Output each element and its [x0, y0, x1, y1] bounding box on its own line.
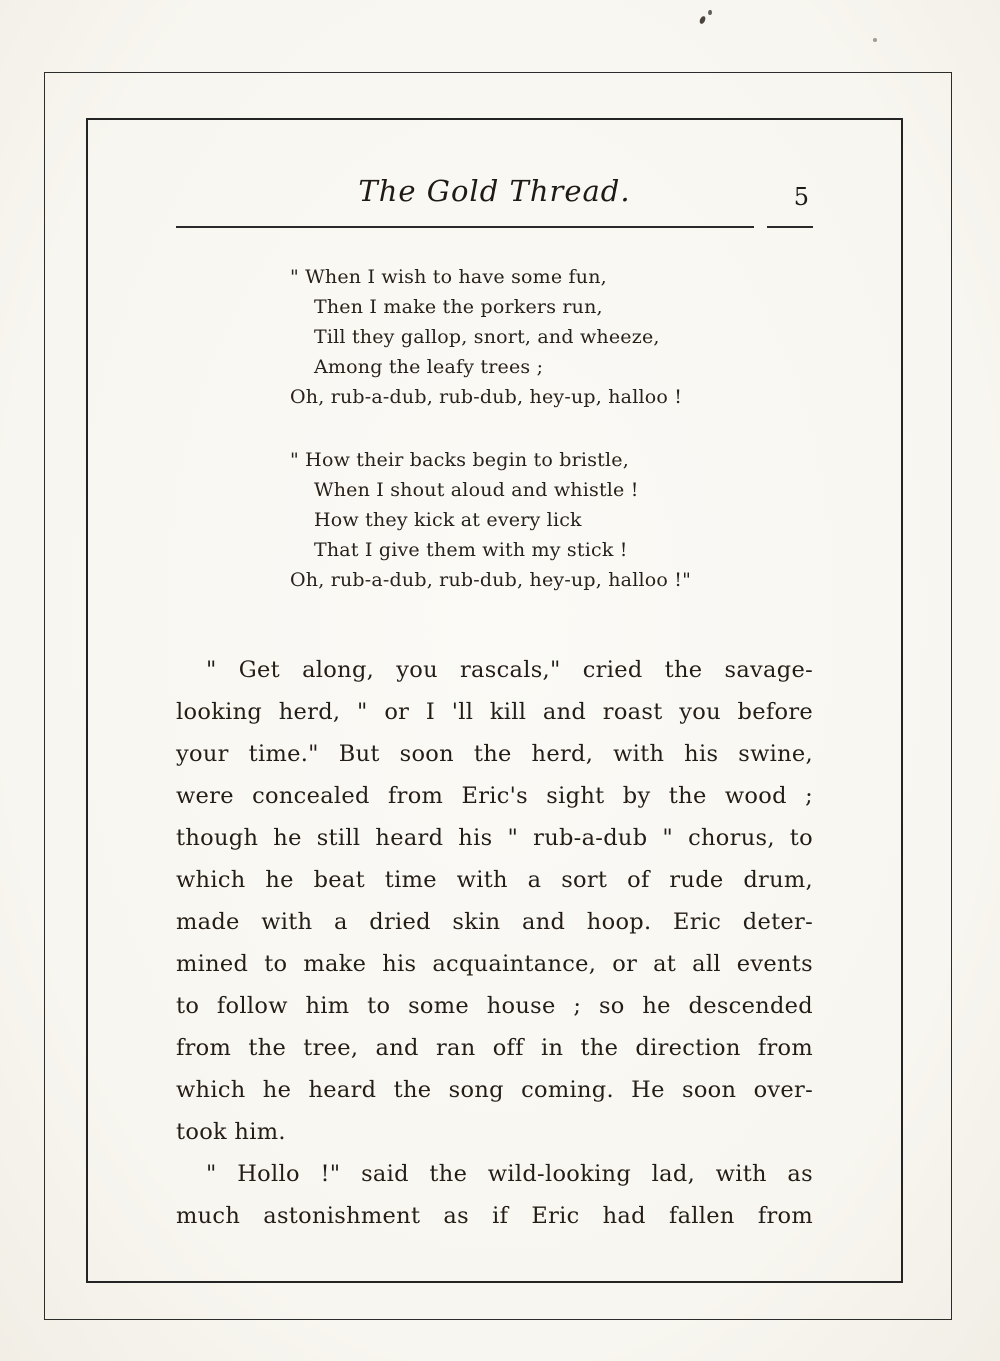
prose-line: took him.	[176, 1119, 286, 1145]
prose-line: to follow him to some house ; so he descended	[176, 993, 813, 1019]
page-header	[176, 174, 813, 218]
prose-line: mined to make his acquaintance, or at all events	[176, 951, 813, 977]
prose-line: which he heard the song coming. He soon over-	[176, 1077, 813, 1103]
prose-line: made with a dried skin and hoop. Eric deter-	[176, 909, 813, 935]
prose-line: much astonishment as if Eric had fallen from	[176, 1203, 813, 1229]
prose-line: though he still heard his " rub-a-dub " chorus, to	[176, 825, 813, 851]
header-rule-short-segment	[767, 226, 813, 228]
verse-line: How they kick at every lick	[314, 509, 582, 531]
prose-line: your time." But soon the herd, with his swine,	[176, 741, 813, 767]
prose-line: " Get along, you rascals," cried the savage-	[206, 657, 813, 683]
prose-line: were concealed from Eric's sight by the wood ;	[176, 783, 813, 809]
verse-line: Oh, rub-a-dub, rub-dub, hey-up, halloo !"	[290, 569, 692, 591]
prose-line: from the tree, and ran off in the direction from	[176, 1035, 813, 1061]
ink-speck	[708, 10, 713, 16]
verse-line: Among the leafy trees ;	[314, 356, 544, 378]
ink-speck	[699, 15, 706, 24]
page-number: 5	[793, 183, 809, 211]
header-rule-long-segment	[176, 226, 754, 228]
prose-block	[176, 649, 813, 1237]
inner-border	[86, 118, 903, 1283]
verse-line: Then I make the porkers run,	[314, 296, 603, 318]
prose-line: looking herd, " or I 'll kill and roast you before	[176, 699, 813, 725]
ink-speck	[873, 38, 877, 42]
verse-line: " When I wish to have some fun,	[290, 266, 607, 288]
prose-line: which he beat time with a sort of rude drum,	[176, 867, 813, 893]
prose-line: " Hollo !" said the wild-looking lad, with as	[206, 1161, 813, 1187]
verse-line: " How their backs begin to bristle,	[290, 449, 629, 471]
running-title: The Gold Thread.	[358, 174, 631, 208]
stanza	[290, 445, 813, 595]
verse-block	[176, 262, 813, 595]
paragraph	[176, 1153, 813, 1237]
verse-line: That I give them with my stick !	[314, 539, 628, 561]
verse-line: Till they gallop, snort, and wheeze,	[314, 326, 660, 348]
paragraph	[176, 649, 813, 1153]
header-rule	[176, 226, 813, 228]
verse-line: Oh, rub-a-dub, rub-dub, hey-up, halloo !	[290, 386, 683, 408]
verse-line: When I shout aloud and whistle !	[314, 479, 639, 501]
stanza	[290, 262, 813, 412]
